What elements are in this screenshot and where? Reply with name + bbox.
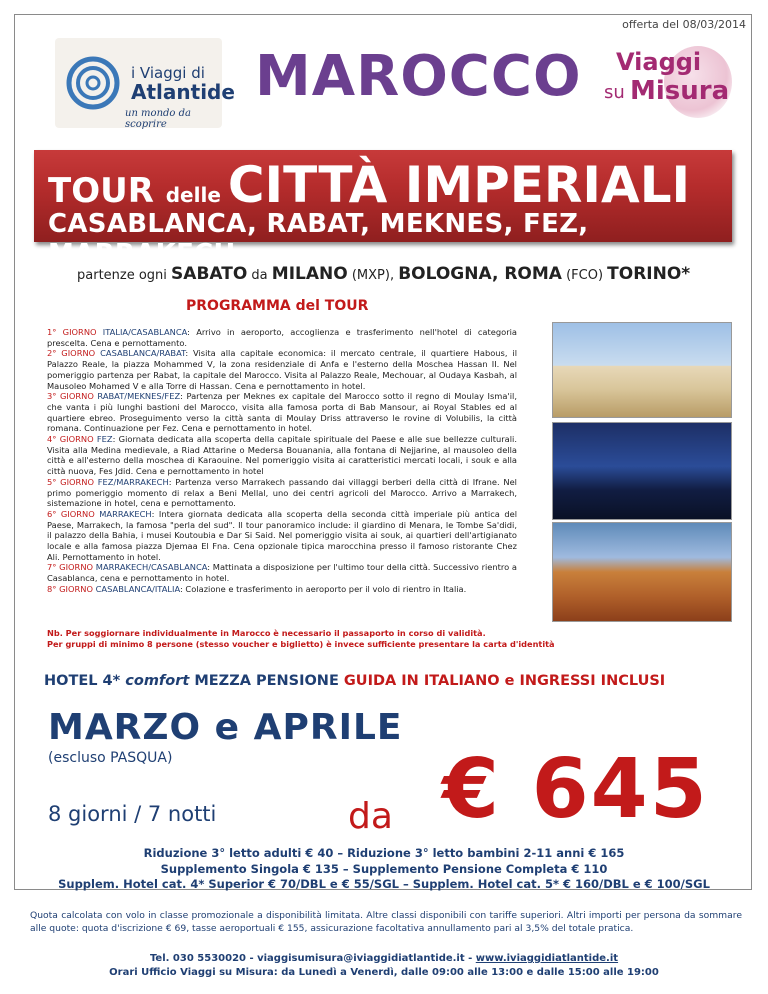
program-list: [47, 327, 517, 595]
hotel-guide: GUIDA IN ITALIANO e INGRESSI INCLUSI: [343, 673, 666, 689]
dep-text: (MXP),: [347, 268, 399, 283]
contact-info: [0, 952, 768, 980]
main-title: MAROCCO: [255, 44, 582, 109]
photo-desert-mountains: [552, 522, 732, 622]
title-banner: [34, 150, 732, 269]
note-groups: Per gruppi di minimo 8 persone (stesso voucher e biglietto) è invece sufficiente presentare la carta d'identità: [47, 639, 555, 649]
day-text: : Partenza verso Marrakech passando dai villaggi berberi della città di Ifrane. Nel primo pomeriggio momento di relax a Beni Mellal, uno dei centri agricoli del Marocco. Arrivo a Marrakech, sistemazione in hotel, cena e pernottamento.: [47, 476, 517, 509]
office-hours: Orari Ufficio Viaggi su Misura: da Lunedì a Venerdì, dalle 09:00 alle 13:00 e dalle 15:00 alle 19:00: [109, 967, 659, 978]
contact-phone-email: Tel. 030 5530020 - viaggisumisura@iviaggidiatlantide.it -: [149, 953, 476, 964]
day-title: ITALIA/CASABLANCA: [102, 327, 188, 337]
spiral-icon: [63, 48, 123, 118]
logo-line1: i Viaggi di: [131, 64, 205, 82]
day-title: RABAT/MEKNES/FEZ: [97, 391, 181, 402]
price: € 645: [442, 742, 709, 837]
vsm-line1: Viaggi: [616, 48, 702, 76]
website-link[interactable]: www.iviaggidiatlantide.it: [475, 953, 619, 964]
day-text: : Giornata dedicata alla scoperta della capitale spirituale del Paese e alle sue bellezze culturali. Visita alla Medina medievale, a Riad Attarine o Medersa Bouanania, alla fontana di Nejjarine, al mausoleo della città e all'esterno della moschea di Karaouine. Nel pomeriggio visita ai caratteristici mercati locali, i souk e alla città nuova, Fes Jdid. Cena e pernottamento in hotel: [47, 434, 517, 477]
day-title: CASABLANCA/RABAT: [100, 348, 186, 359]
easter-note: (escluso PASQUA): [48, 750, 173, 766]
departures-line: [77, 264, 690, 284]
program-title: PROGRAMMA del TOUR: [186, 298, 369, 314]
program-day: [47, 348, 517, 391]
supplements: [36, 846, 732, 893]
day-title: CASABLANCA/ITALIA: [95, 583, 180, 594]
program-day: [47, 391, 517, 434]
dep-city: TORINO*: [607, 264, 691, 284]
day-text: : Arrivo in aeroporto, accoglienza e trasferimento nell'hotel di categoria prescelta. Cena e pernottamento.: [47, 327, 518, 348]
hotel-comfort: comfort: [125, 673, 190, 689]
day-label: 4° GIORNO: [47, 434, 94, 445]
day-label: 6° GIORNO: [47, 508, 95, 519]
day-label: 8° GIORNO: [47, 583, 93, 594]
dep-text: (FCO): [561, 268, 608, 283]
day-text: : Colazione e trasferimento in aeroporto per il volo di rientro in Italia.: [180, 583, 467, 594]
from-label: da: [348, 796, 393, 837]
program-day: [47, 562, 517, 583]
notes: [47, 628, 555, 650]
logo-tagline: un mondo da scoprire: [125, 108, 191, 130]
vsm-line3: Misura: [630, 76, 730, 106]
day-title: FEZ/MARRAKECH: [97, 476, 169, 487]
day-label: 5° GIORNO: [47, 476, 95, 487]
offer-date: offerta del 08/03/2014: [622, 18, 746, 31]
day-text: : Mattinata a disposizione per l'ultimo tour della città. Successivo rientro a Casablanca, cena e pernottamento in hotel.: [47, 562, 518, 584]
banner-cities: CASABLANCA, RABAT, MEKNES, FEZ, MARRAKECH: [48, 209, 589, 269]
vsm-line2: su: [604, 82, 625, 103]
note-passport: Nb. Per soggiornare individualmente in Marocco è necessario il passaporto in corso di validità.: [47, 628, 486, 638]
day-text: : Partenza per Meknes ex capitale del Marocco sotto il regno di Moulay Isma'il, che vanta i più lunghi bastioni del Marocco, visita alla famosa porta di Bab Mansour, ai Royal Stables ed al quartiere ebreo. Proseguimento verso la città santa di Moulay Driss attraverso le rovine di Volubilis, la città romana. Continuazione per Fez. Cena e pernottamento in hotel.: [47, 391, 517, 434]
period: MARZO e APRILE: [48, 707, 403, 748]
day-label: 3° GIORNO: [47, 391, 94, 402]
banner-title: [48, 156, 690, 214]
supplement-line: Supplemento Singola € 135 – Supplemento Pensione Completa € 110: [160, 861, 608, 876]
day-title: MARRAKECH/CASABLANCA: [95, 562, 208, 573]
program-day: [47, 327, 517, 348]
day-title: FEZ: [96, 434, 113, 445]
atlantide-logo: [55, 38, 235, 130]
program-day: [47, 584, 517, 595]
quota-note: Quota calcolata con volo in classe promozionale a disponibilità limitata. Altre classi disponibili con tariffe superiori. Altri importi per persona da sommare alle quote: quota d'iscrizione € 69, tasse aeroportuali € 155, assicurazione facoltativa annullamento pari al 3,5% del totale pratica.: [30, 910, 742, 934]
photo-mosque-night: [552, 422, 732, 520]
logo-line2: Atlantide: [131, 80, 235, 104]
photo-palace-arches: [552, 322, 732, 418]
dep-text: partenze ogni: [77, 268, 172, 283]
day-label: 2° GIORNO: [47, 348, 96, 359]
banner-citta: CITTÀ IMPERIALI: [227, 156, 691, 214]
program-day: [47, 434, 517, 477]
day-label: 1° GIORNO: [47, 327, 97, 337]
dep-text: da: [247, 268, 272, 283]
banner-tour: TOUR: [48, 171, 166, 211]
program-day: [47, 509, 517, 563]
hotel-category: HOTEL 4*: [44, 673, 126, 689]
contact-line1: [0, 952, 768, 966]
day-text: : Intera giornata dedicata alla scoperta della seconda città imperiale più antica del Paese, Marrakech, la famosa "perla del sud". Il tour panoramico include: il giardino di Menara, le Tombe Sa'didi, il palazzo della Bahia, i musei Koutoubia e Dar Si Said. Nel pomeriggio visita ai souk, ai quartieri dell'artigianato locale e alla famosa piazza Djemaa El Fna. Cena opzionale tipica marocchina presso il famoso ristorante Chez Ali. Pernottamento in hotel.: [47, 508, 517, 562]
banner-delle: delle: [165, 183, 228, 207]
duration: 8 giorni / 7 notti: [48, 802, 217, 826]
dep-city: MILANO: [271, 264, 348, 284]
dep-day: SABATO: [171, 264, 248, 284]
hotel-line: [44, 673, 665, 689]
program-day: [47, 477, 517, 509]
day-text: : Visita alla capitale economica: il mercato centrale, il quartiere Habous, il Palazzo Reale, la piazza Mohammed V, la zona residenziale di Anfa e l'esterno della Moschea Hassan II. Nel pomeriggio partenza per Rabat, la capitale del Marocco. Visita al Palazzo Reale, Mechouar, al Oudaya Kasbah, al Mausoleo Mohamed V e alla Torre di Hassan. Cena e pernottamento in hotel.: [47, 348, 518, 391]
hotel-board: MEZZA PENSIONE: [189, 673, 344, 689]
viaggi-su-misura-logo: [604, 42, 734, 126]
supplement-line: Riduzione 3° letto adulti € 40 – Riduzione 3° letto bambini 2-11 anni € 165: [143, 846, 625, 860]
day-title: MARRAKECH: [99, 508, 152, 519]
day-label: 7° GIORNO: [47, 562, 94, 573]
dep-city: BOLOGNA, ROMA: [398, 264, 562, 284]
supplement-line: Supplem. Hotel cat. 4* Superior € 70/DBL e € 55/SGL – Supplem. Hotel cat. 5* € 160/DBL e € 100/SGL: [58, 877, 710, 891]
